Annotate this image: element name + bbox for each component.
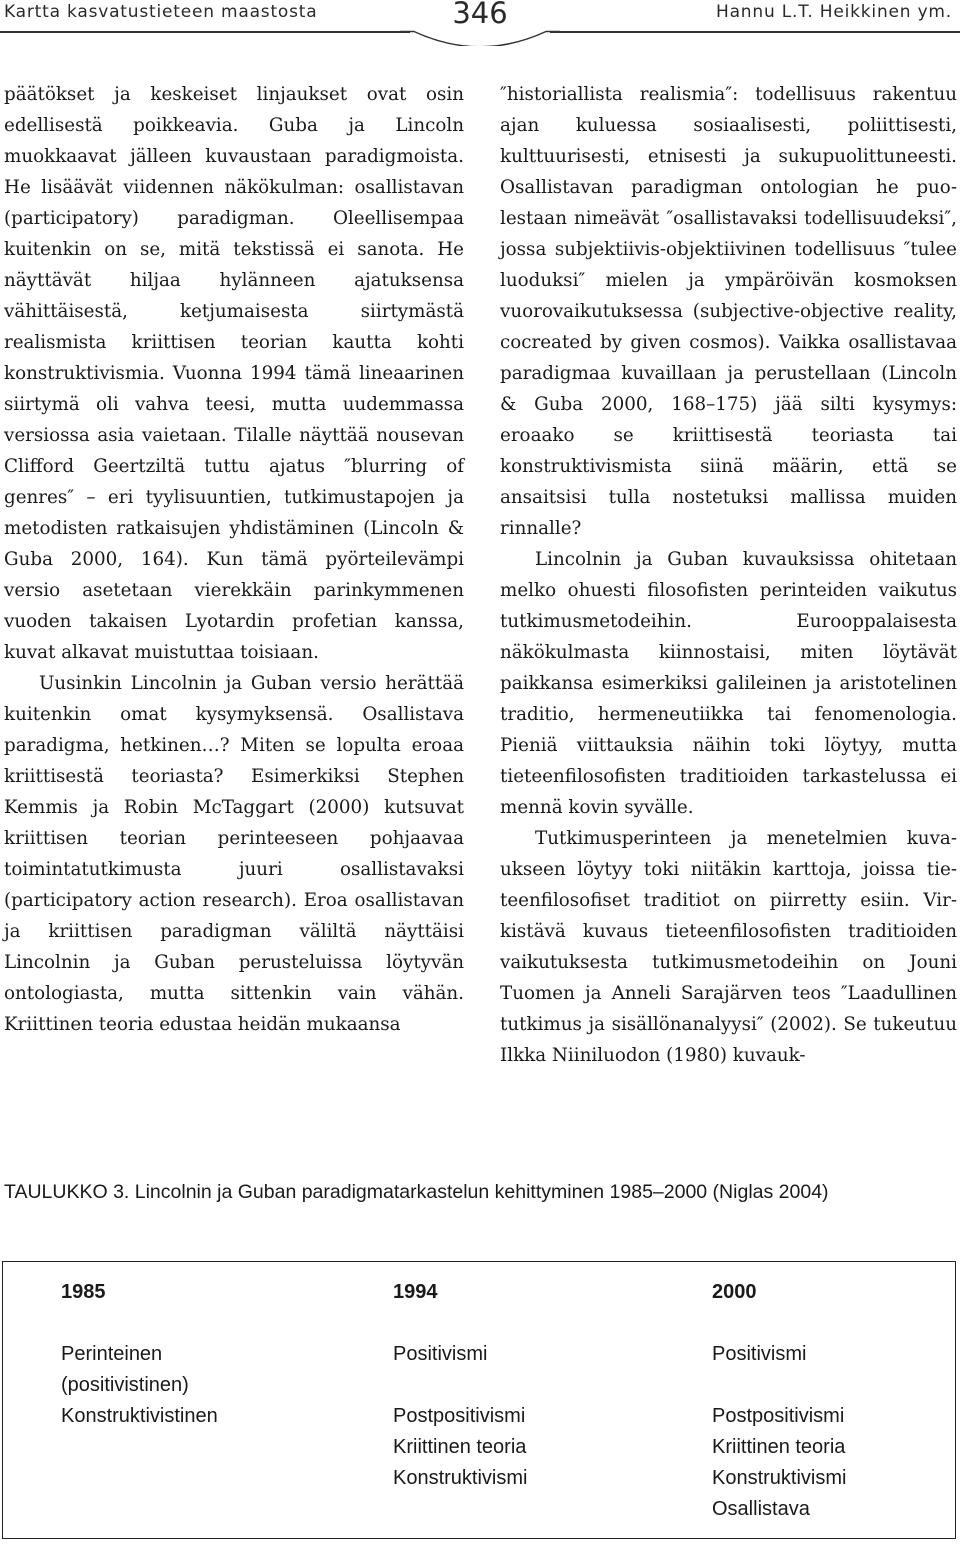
table-header-1985: 1985 [61, 1281, 106, 1303]
table-header-2000: 2000 [712, 1281, 757, 1303]
right-paragraph-1: ″historiallista realismia″: todellisuus rakentuu ajan kuluessa sosiaalisesti, poliittisesti, kulttuurisesti, etnisesti ja sukupuolittuneesti. Osallistavan paradigman ontologian he puolestaan nimeävät ″osallistavaksi todellisuudeksi″, jossa subjektiivis-objektiivinen todellisuus ″tulee luoduksi″ mielen ja ympäröivän kosmoksen vuorovaikutuksessa (subjective-objective reality, cocreated by given cosmos). Vaikka osallistavaa paradigmaa kuvaillaan ja perustellaan (Lincoln & Guba 2000, 168–175) jää silti kysymys: eroaako se kriittisestä teoriasta tai konstruktivismista siinä määrin, että se ansaitsisi tulla nostetuksi mallissa muiden rinnalle? [500, 84, 957, 539]
table-header-1994: 1994 [393, 1281, 438, 1303]
table-cell-1985-row2: Konstruktivistinen [61, 1405, 218, 1427]
header-book-title: Kartta kasvatustieteen maastosta [4, 2, 318, 22]
right-paragraph-2: Lincolnin ja Guban kuvauksissa ohitetaan melko ohuesti filosofisten perinteiden vaikutus tutkimusmetodeihin. Eurooppalaisesta näkökulmasta kiinnostaisi, miten löytävät paikkansa esimerkiksi galileinen ja aristotelinen traditio, hermeneutiikka tai fenomenologia. Pieniä viittauksia näihin toki löytyy, mutta tieteenfilosofisten traditioiden tarkastelussa ei mennä kovin syvälle. [500, 549, 957, 818]
table-cell-1994-row2: Postpositivismi Kriittinen teoria Konstruktivismi [393, 1405, 528, 1489]
table-cell-2000-row1: Positivismi [712, 1343, 807, 1365]
table-cell-2000-row2: Postpositivismi Kriittinen teoria Konstruktivismi Osallistava [712, 1405, 847, 1520]
right-column [500, 79, 957, 1071]
right-paragraph-3: Tutkimusperinteen ja menetelmien kuvaukseen löytyy toki niitäkin karttoja, joissa tieteenfilosofiset traditiot on piirretty esiin. Virkistävä kuvaus tieteenfilosofisten traditioiden vaikutuksesta tutkimusmetodeihin on Jouni Tuomen ja Anneli Sarajärven teos ″Laadullinen tutkimus ja sisällönanalyysi″ (2002). Se tukeutuu Ilkka Niiniluodon (1980) kuvauk- [500, 828, 957, 1066]
header-rule-left [0, 31, 410, 33]
running-header [0, 0, 960, 44]
table-cell-1994-row1: Positivismi [393, 1343, 488, 1365]
table-caption: TAULUKKO 3. Lincolnin ja Guban paradigmatarkastelun kehittyminen 1985–2000 (Niglas 2004) [4, 1181, 829, 1203]
left-column [4, 79, 464, 1040]
header-authors: Hannu L.T. Heikkinen ym. [716, 2, 952, 22]
header-rule-right [550, 31, 960, 33]
paradigm-table [2, 1261, 956, 1539]
page-number: 346 [452, 0, 508, 30]
left-paragraph-2: Uusinkin Lincolnin ja Guban versio herättää kuitenkin omat kysymyksensä. Osallistava paradigma, hetkinen…? Miten se lopulta eroaa kriittisestä teoriasta? Esimerkiksi Stephen Kemmis ja Robin McTaggart (2000) kutsuvat kriittisen teorian perinteeseen pohjaavaa toimintatutkimusta juuri osallistavaksi (participatory action research). Eroa osallistavan ja kriittisen paradigman väliltä näyttäisi Lincolnin ja Guban perusteluissa löytyvän ontologiasta, mutta sittenkin vain vähän. Kriittinen teoria edustaa heidän mukaansa [4, 673, 464, 1035]
left-paragraph-1: päätökset ja keskeiset linjaukset ovat osin edellisestä poikkeavia. Guba ja Lincoln muokkaavat jälleen kuvaustaan paradigmoista. He lisäävät viidennen näkökulman: osallistavan (participatory) paradigman. Oleellisempaa kuitenkin on se, mitä tekstissä ei sanota. He näyttävät hiljaa hylänneen ajatuksensa vähittäisestä, ketjumaisesta siirtymästä realismista kriittisen teorian kautta kohti konstruktivismia. Vuonna 1994 tämä lineaarinen siirtymä oli vahva teesi, mutta uudemmassa versiossa asia vaietaan. Tilalle näyttää nousevan Clifford Geertziltä tuttu ajatus ″blurring of genres″ – eri tyylisuuntien, tutkimustapojen ja metodisten ratkaisujen yhdistäminen (Lincoln & Guba 2000, 164). Kun tämä pyörteilevämpi versio asetetaan vierekkäin parinkymmenen vuoden takaisen Lyotardin profetian kanssa, kuvat alkavat muistuttaa toisiaan. [4, 84, 464, 663]
table-cell-1985-row1: Perinteinen (positivistinen) [61, 1343, 189, 1396]
